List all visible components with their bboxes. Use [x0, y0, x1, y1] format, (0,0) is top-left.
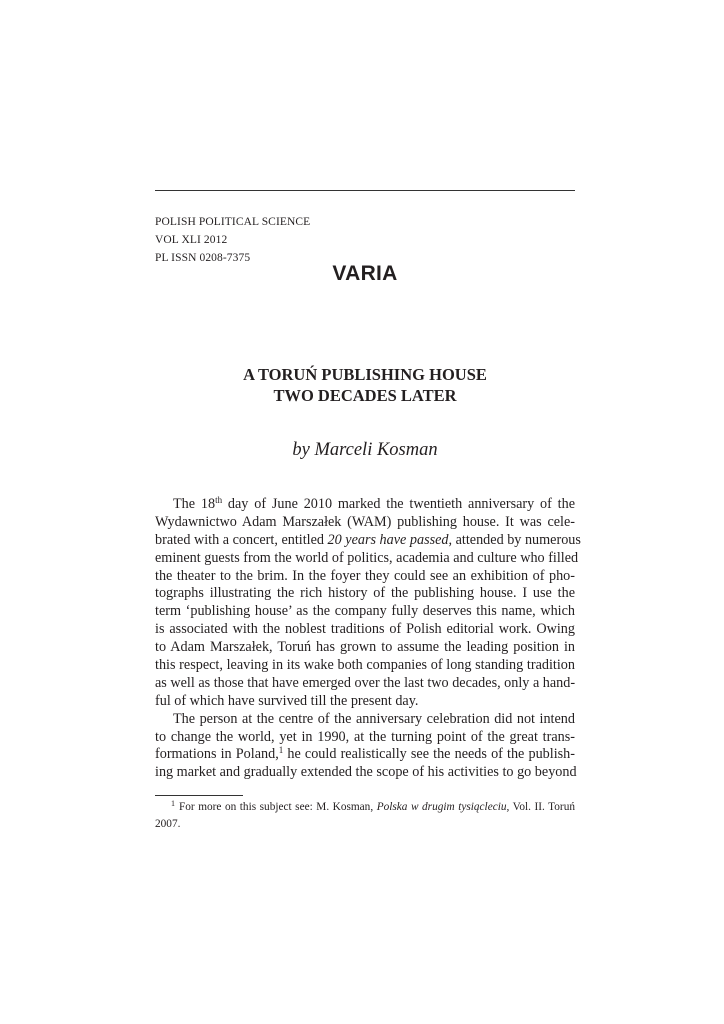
article-title-line-1: A TORUŃ PUBLISHING HOUSE [243, 365, 487, 384]
cited-work-title: Polska w drugim tysiącleciu, [376, 801, 510, 813]
footnote-line: 2007. [155, 818, 181, 830]
body-line: eminent guests from the world of politics, academia and culture who filled [155, 549, 579, 566]
body-line: to Adam Marszałek, Toruń has grown to assume the leading position in [155, 639, 575, 656]
body-line: brated with a concert, entitled 20 years have passed, attended by numerous [155, 531, 581, 548]
footnote-reference[interactable]: 1 [278, 745, 284, 756]
body-line: this respect, leaving in its wake both companies of long standing tradition [155, 657, 575, 674]
concert-title: 20 years have passed, [327, 531, 453, 548]
journal-meta [155, 213, 310, 267]
journal-volume: VOL XLI 2012 [155, 234, 228, 246]
journal-name: POLISH POLITICAL SCIENCE [155, 216, 311, 228]
ordinal-superscript: th [215, 495, 223, 505]
footnote-rule [155, 795, 243, 796]
footnote-marker: 1 [171, 799, 175, 808]
body-line: as well as those that have emerged over the last two decades, only a hand- [155, 674, 576, 691]
footnote [155, 799, 575, 833]
journal-issn: PL ISSN 0208-7375 [155, 252, 251, 264]
body-line: The person at the centre of the anniversary celebration did not intend [173, 710, 575, 727]
body-line: formations in Poland,$^1$ he could realistically see the needs of the publish- [155, 745, 575, 763]
footnote-line: $^1$ For more on this subject see: M. Kosman, Polska w drugim tysiącleciu, Vol. II. Toruń [171, 799, 575, 813]
header-rule [155, 190, 575, 191]
body-line: is associated with the noblest traditions of Polish editorial work. Owing [155, 621, 575, 638]
author-byline: by Marceli Kosman [292, 440, 438, 460]
body-line: tographs illustrating the rich history of the publishing house. I use the [155, 585, 575, 602]
body-line: Wydawnictwo Adam Marszałek (WAM) publishing house. It was cele- [155, 513, 575, 530]
section-heading: VARIA [332, 262, 398, 285]
article-title-line-2: TWO DECADES LATER [273, 386, 457, 405]
body-line: ful of which have survived till the present day. [155, 692, 419, 709]
body-line: ing market and gradually extended the scope of his activities to go beyond [155, 764, 577, 781]
body-line: The 18th day of June 2010 marked the twentieth anniversary of the [173, 495, 575, 512]
body-line: term ‘publishing house’ as the company fully deserves this name, which [155, 603, 575, 620]
article-body [155, 495, 581, 782]
body-line: the theater to the brim. In the foyer they could see an exhibition of pho- [155, 567, 575, 584]
article-title [155, 364, 575, 406]
body-line: to change the world, yet in 1990, at the turning point of the great trans- [155, 728, 575, 745]
